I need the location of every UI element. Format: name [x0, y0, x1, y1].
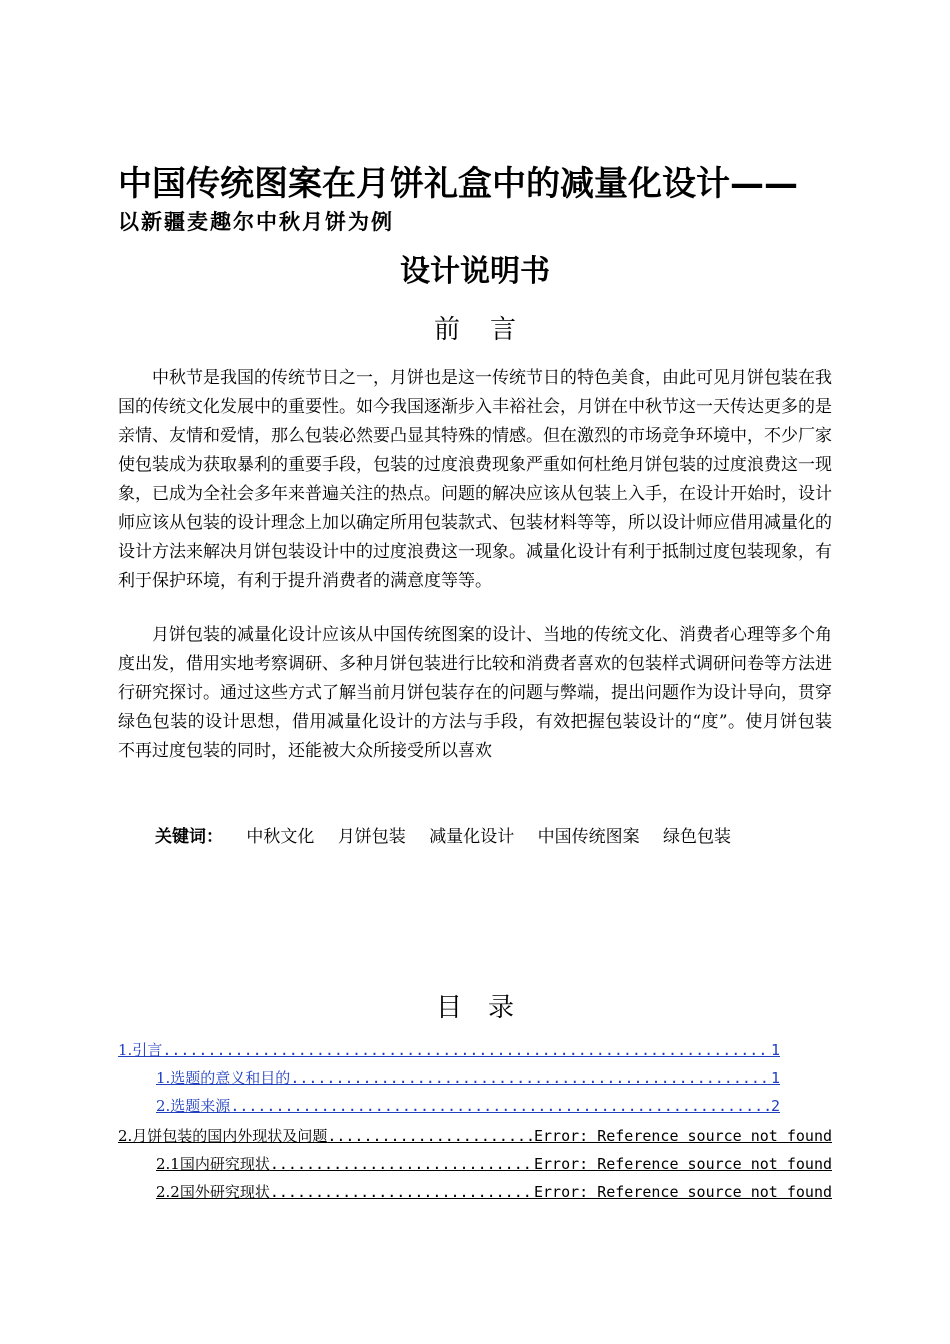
keyword: 绿色包装 [663, 827, 732, 847]
keyword: 减量化设计 [429, 827, 515, 847]
toc-entry-page: 1 [770, 1041, 780, 1059]
toc-entry-text: 1.选题的意义和目的 [156, 1069, 291, 1087]
toc-heading: 目录 [435, 993, 540, 1023]
toc-leader-dots [270, 1150, 534, 1178]
toc-entry-page: Error: Reference source not found [533, 1155, 832, 1173]
toc-leader-dots [270, 1178, 534, 1206]
toc-entry-link[interactable] [118, 1036, 780, 1064]
preface-paragraph-2: 月饼包装的减量化设计应该从中国传统图案的设计、当地的传统文化、消费者心理等多个角度出发，借用实地考察调研、多种月饼包装进行比较和消费者喜欢的包装样式调研问卷等方法进行研究探讨。通过这些方式了解当前月饼包装存在的问题与弊端，提出问题作为设计导向，贯穿绿色包装的设计思想，借用减量化设计的方法与手段，有效把握包装设计的“度”。使月饼包装不再过度包装的同时，还能被大众所接受所以喜欢 [118, 625, 832, 761]
toc-entry-page: 1 [770, 1069, 780, 1087]
toc-entry-link[interactable] [156, 1178, 832, 1206]
toc-entry-link[interactable] [156, 1150, 832, 1178]
preface-heading: 前言 [433, 315, 546, 345]
doc-heading: 设计说明书 [400, 254, 550, 289]
toc-entry-link[interactable] [156, 1064, 780, 1092]
toc-entry-page: 2 [770, 1097, 780, 1115]
toc-entry-text: 1.引言 [118, 1041, 163, 1059]
keyword: 月饼包装 [337, 827, 406, 847]
keyword: 中国传统图案 [537, 827, 640, 847]
toc-entry-text: 2.月饼包装的国内外现状及问题 [118, 1127, 328, 1145]
toc-leader-dots [230, 1092, 771, 1120]
toc-entry-link[interactable] [118, 1122, 832, 1150]
toc-leader-dots [162, 1036, 771, 1064]
document-subtitle: 以新疆麦趣尔中秋月饼为例 [118, 210, 394, 234]
toc-entry-page: Error: Reference source not found [533, 1183, 832, 1201]
toc-entry-text: 2.2国外研究现状 [156, 1183, 270, 1201]
toc-entry-text: 2.1国内研究现状 [156, 1155, 270, 1173]
keyword: 中秋文化 [246, 827, 315, 847]
toc-entry-link[interactable] [156, 1092, 780, 1120]
toc-leader-dots [327, 1122, 534, 1150]
keywords-label: 关键词： [155, 827, 223, 847]
keywords-line [155, 822, 731, 852]
toc-leader-dots [290, 1064, 771, 1092]
document-title: 中国传统图案在月饼礼盒中的减量化设计—— [118, 164, 798, 204]
preface-paragraph-1: 中秋节是我国的传统节日之一，月饼也是这一传统节日的特色美食，由此可见月饼包装在我国的传统文化发展中的重要性。如今我国逐渐步入丰裕社会，月饼在中秋节这一天传达更多的是亲情、友情和爱情，那么包装必然要凸显其特殊的情感。但在激烈的市场竞争环境中，不少厂家使包装成为获取暴利的重要手段，包装的过度浪费现象严重如何杜绝月饼包装的过度浪费这一现象，已成为全社会多年来普遍关注的热点。问题的解决应该从包装上入手，在设计开始时，设计师应该从包装的设计理念上加以确定所用包装款式、包装材料等等，所以设计师应借用减量化的设计方法来解决月饼包装设计中的过度浪费这一现象。减量化设计有利于抵制过度包装现象，有利于保护环境，有利于提升消费者的满意度等等。 [118, 368, 832, 591]
toc-entry-text: 2.选题来源 [156, 1097, 231, 1115]
toc-entry-page: Error: Reference source not found [533, 1127, 832, 1145]
